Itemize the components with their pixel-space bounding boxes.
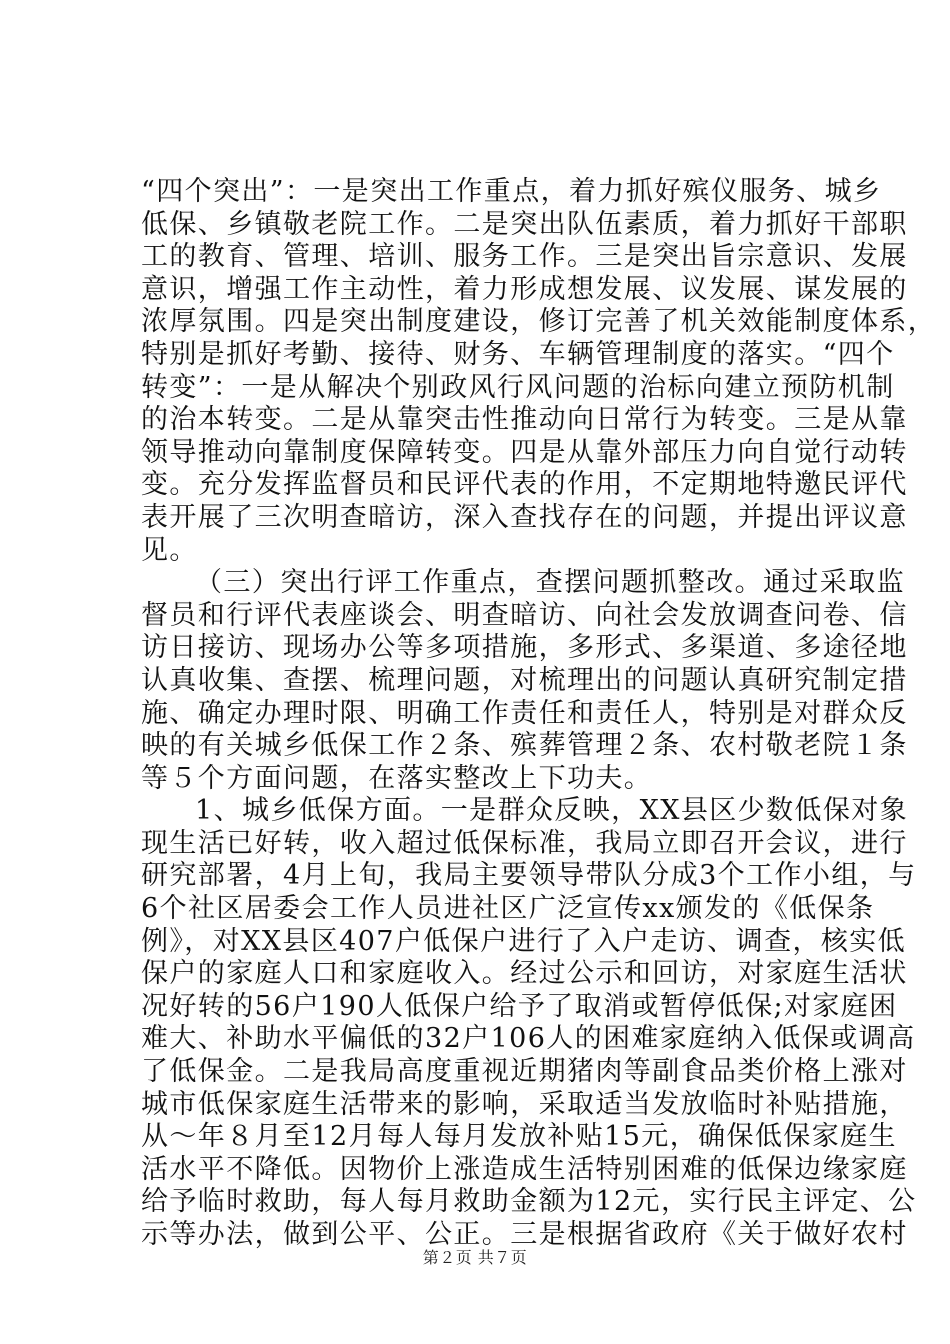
text-line: 现生活已好转，收入超过低保标准，我局立即召开会议，进行: [141, 827, 908, 859]
text-line: 浓厚氛围。四是突出制度建设，修订完善了机关效能制度体系，: [141, 306, 937, 338]
text-line: 工的教育、管理、培训、服务工作。三是突出旨宗意识、发展: [141, 241, 908, 273]
text-line: 了低保金。二是我局高度重视近期猪肉等副食品类价格上涨对: [141, 1056, 908, 1088]
text-line: 认真收集、查摆、梳理问题，对梳理出的问题认真研究制定措: [141, 664, 908, 696]
subsection-heading-line: 1、城乡低保方面。一是群众反映，XX县区少数低保对象: [195, 795, 909, 827]
section-heading-line: （三）突出行评工作重点，查摆问题抓整改。通过采取监: [195, 567, 905, 599]
text-line: 活水平不降低。因物价上涨造成生活特别困难的低保边缘家庭: [141, 1153, 908, 1185]
text-line: 研究部署，4月上旬，我局主要领导带队分成3个工作小组，与: [141, 860, 917, 892]
text-line: 领导推动向靠制度保障转变。四是从靠外部压力向自觉行动转: [141, 436, 908, 468]
text-line: 映的有关城乡低保工作２条、殡葬管理２条、农村敬老院１条: [141, 730, 908, 762]
text-line: 城市低保家庭生活带来的影响，采取适当发放临时补贴措施，: [141, 1088, 908, 1120]
text-line: 例》，对XX县区407户低保户进行了入户走访、调查，核实低: [141, 925, 907, 957]
text-line: 低保、乡镇敬老院工作。二是突出队伍素质，着力抓好干部职: [141, 208, 908, 240]
text-line: 表开展了三次明查暗访，深入查找存在的问题，并提出评议意: [141, 501, 908, 533]
text-line: 转变”：一是从解决个别政风行风问题的治标向建立预防机制: [141, 371, 895, 403]
text-line: 给予临时救助，每人每月救助金额为12元，实行民主评定、公: [141, 1186, 917, 1218]
text-line: 从～年８月至12月每人每月发放补贴15元，确保低保家庭生: [141, 1121, 897, 1153]
text-line: 见。: [141, 534, 198, 566]
text-line: 的治本转变。二是从靠突击性推动向日常行为转变。三是从靠: [141, 404, 908, 436]
text-line: 访日接访、现场办公等多项措施，多形式、多渠道、多途径地: [141, 632, 908, 664]
text-line: 施、确定办理时限、明确工作责任和责任人，特别是对群众反: [141, 697, 908, 729]
document-body: [141, 176, 937, 1252]
text-line: 等５个方面问题，在落实整改上下功夫。: [141, 762, 653, 794]
text-line: 6个社区居委会工作人员进社区广泛宣传xx颁发的《低保条: [141, 893, 875, 925]
text-line: 督员和行评代表座谈会、明查暗访、向社会发放调查问卷、信: [141, 599, 908, 631]
text-line: 变。充分发挥监督员和民评代表的作用，不定期地特邀民评代: [141, 469, 908, 501]
text-line: 况好转的56户190人低保户给予了取消或暂停低保;对家庭困: [141, 990, 898, 1022]
text-line: 难大、补助水平偏低的32户106人的困难家庭纳入低保或调高: [141, 1023, 916, 1055]
text-line: 特别是抓好考勤、接待、财务、车辆管理制度的落实。“四个: [141, 338, 895, 370]
text-line: “四个突出”：一是突出工作重点，着力抓好殡仪服务、城乡: [141, 176, 882, 207]
text-line: 意识，增强工作主动性，着力形成想发展、议发展、谋发展的: [141, 273, 908, 305]
page-number-footer: 第２页 共７页: [422, 1248, 528, 1267]
text-line: 示等办法，做到公平、公正。三是根据省政府《关于做好农村: [141, 1219, 908, 1250]
text-line: 保户的家庭人口和家庭收入。经过公示和回访，对家庭生活状: [141, 958, 908, 990]
